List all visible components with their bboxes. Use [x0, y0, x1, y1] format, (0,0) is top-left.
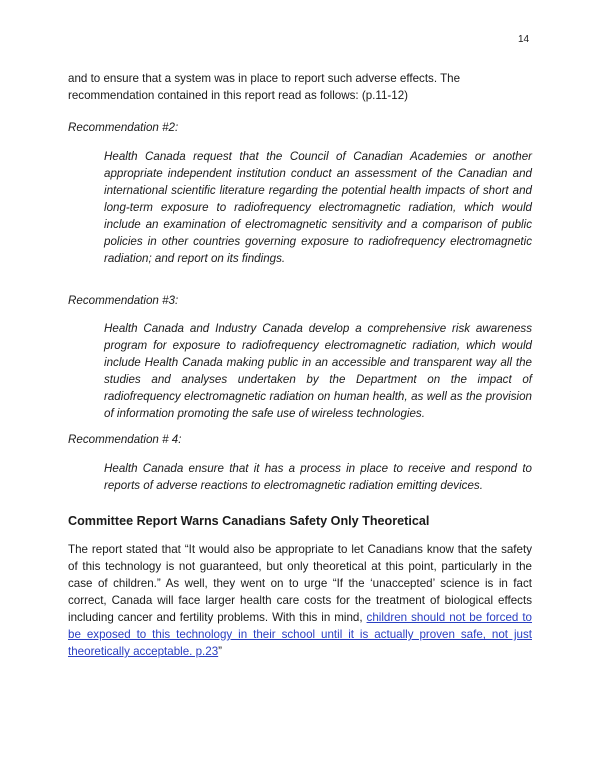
- recommendation-4-text: Health Canada ensure that it has a process in place to receive and respond to reports of adverse reactions to electromagnetic radiation emitting devices.: [104, 462, 532, 492]
- recommendation-3-text: Health Canada and Industry Canada develop a comprehensive risk awareness program for exposure to radiofrequency electromagnetic radiation, which would include Health Canada making public in an accessible and transparent way all the studies and analyses undertaken by the Department on the impact of radiofrequency electromagnetic radiation on human health, as well as the provision of information promoting the safe use of wireless technologies.: [104, 322, 532, 420]
- recommendation-2-label: Recommendation #2:: [68, 121, 179, 134]
- recommendation-3-label: Recommendation #3:: [68, 294, 179, 307]
- page-number: 14: [518, 34, 530, 45]
- section-body-text: The report stated that “It would also be appropriate to let Canadians know that the safety of this technology is not guaranteed, but only theoretical at this point, particularly in the case of children.” As well, they went on to urge “If the ‘unaccepted’ science is in fact correct, Canada will face larger health care costs for the treatment of biological effects including cancer and fertility problems. With this in mind,: [68, 543, 532, 624]
- section-body-paragraph: [68, 541, 532, 660]
- report-reference-link[interactable]: children should not be forced to be exposed to this technology in their school until it is actually proven safe, not just theoretically acceptable. p.23: [68, 611, 532, 658]
- section-heading: Committee Report Warns Canadians Safety Only Theoretical: [68, 514, 430, 528]
- closing-quote: ”: [218, 645, 223, 658]
- recommendation-4-label: Recommendation # 4:: [68, 433, 182, 446]
- recommendation-2-text: Health Canada request that the Council of Canadian Academies or another appropriate independent institution conduct an assessment of the Canadian and international scientific literature regarding the potential health impacts of short and long-term exposure to radiofrequency electromagnetic radiation, which would include an examination of electromagnetic sensitivity and a comparison of public policies in other countries governing exposure to radiofrequency electromagnetic radiation; and report on its findings.: [104, 150, 532, 265]
- intro-paragraph: and to ensure that a system was in place to report such adverse effects. The recommendation contained in this report read as follows: (p.11-12): [68, 72, 461, 102]
